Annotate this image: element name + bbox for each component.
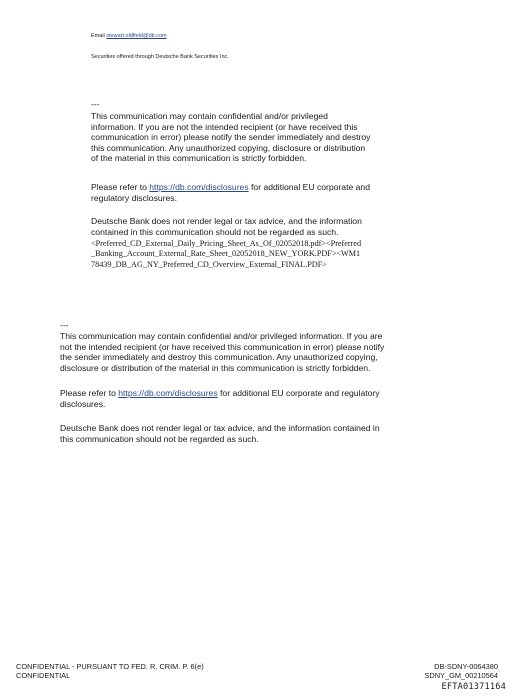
notice-line: the sender immediately and destroy this communication. Any unauthorized copying, <box>60 352 378 363</box>
footer-right <box>424 662 498 680</box>
advice-line: this communication should not be regarded as such. <box>60 433 259 444</box>
footer-confidential: CONFIDENTIAL <box>16 671 71 680</box>
disclosures-paragraph-1 <box>91 182 421 203</box>
advice-line: Deutsche Bank does not render legal or tax advice, and the information <box>91 216 362 226</box>
notice-line: communication in error) please notify the sender immediately and destroy <box>91 132 371 143</box>
footer-confidential-notice: CONFIDENTIAL - PURSUANT TO FED. R. CRIM. P. 6(e) <box>16 662 204 671</box>
advice-paragraph-2 <box>60 423 450 444</box>
email-line <box>91 33 167 40</box>
attachment-line: _Banking_Account_External_Rate_Sheet_02052018_NEW_YORK.PDF><WM1 <box>91 249 361 259</box>
refer-line2: regulatory disclosures. <box>91 192 177 203</box>
notice-line: disclosure or distribution of the material in this communication is strictly forbidden. <box>60 362 371 373</box>
disclosures-paragraph-2 <box>60 388 450 409</box>
advice-paragraph-1 <box>91 216 421 237</box>
notice-line: This communication may contain confidential and/or privileged <box>91 111 328 121</box>
separator-2: --- <box>60 320 69 330</box>
bates-stamp: EFTA01371164 <box>441 682 506 692</box>
separator-1: --- <box>91 99 100 109</box>
notice-line: This communication may contain confidential and/or privileged information. If you are <box>60 331 383 341</box>
notice-line: information. If you are not the intended recipient (or have received this <box>91 121 358 132</box>
notice-line: of the material in this communication is strictly forbidden. <box>91 153 307 164</box>
email-address-link[interactable]: stewart.oldfield@db.com <box>106 33 167 39</box>
footer-sdny-gm-number: SDNY_GM_00210564 <box>424 671 498 680</box>
refer-prefix: Please refer to <box>60 388 119 398</box>
disclosures-link[interactable]: https://db.com/disclosures <box>149 182 249 192</box>
refer-suffix: for additional EU corporate and <box>248 182 370 192</box>
advice-line: contained in this communication should not be regarded as such. <box>91 226 339 237</box>
footer-left <box>16 662 204 680</box>
confidentiality-notice-2 <box>60 331 450 373</box>
notice-line: this communication. Any unauthorized copying, disclosure or distribution <box>91 142 366 153</box>
disclosures-link[interactable]: https://db.com/disclosures <box>118 388 218 398</box>
attachments-list <box>91 239 431 270</box>
notice-line: not the intended recipient (or have received this communication in error) please notify <box>60 341 385 352</box>
footer-db-sdny-number: DB-SDNY-0064380 <box>434 662 498 671</box>
refer-prefix: Please refer to <box>91 182 150 192</box>
advice-line: Deutsche Bank does not render legal or tax advice, and the information contained in <box>60 423 380 433</box>
attachment-line: <Preferred_CD_External_Daily_Pricing_Sheet_As_Of_02052018.pdf><Preferred <box>91 239 362 248</box>
refer-suffix: for additional EU corporate and regulatory <box>217 388 380 398</box>
refer-line2: disclosures. <box>60 398 106 409</box>
confidentiality-notice-1 <box>91 111 421 164</box>
attachment-line: 78439_DB_AG_NY_Preferred_CD_Overview_External_FINAL.PDF> <box>91 259 327 269</box>
securities-line: Securities offered through Deutsche Bank Securities Inc. <box>91 54 229 60</box>
email-label: Email <box>91 33 105 39</box>
